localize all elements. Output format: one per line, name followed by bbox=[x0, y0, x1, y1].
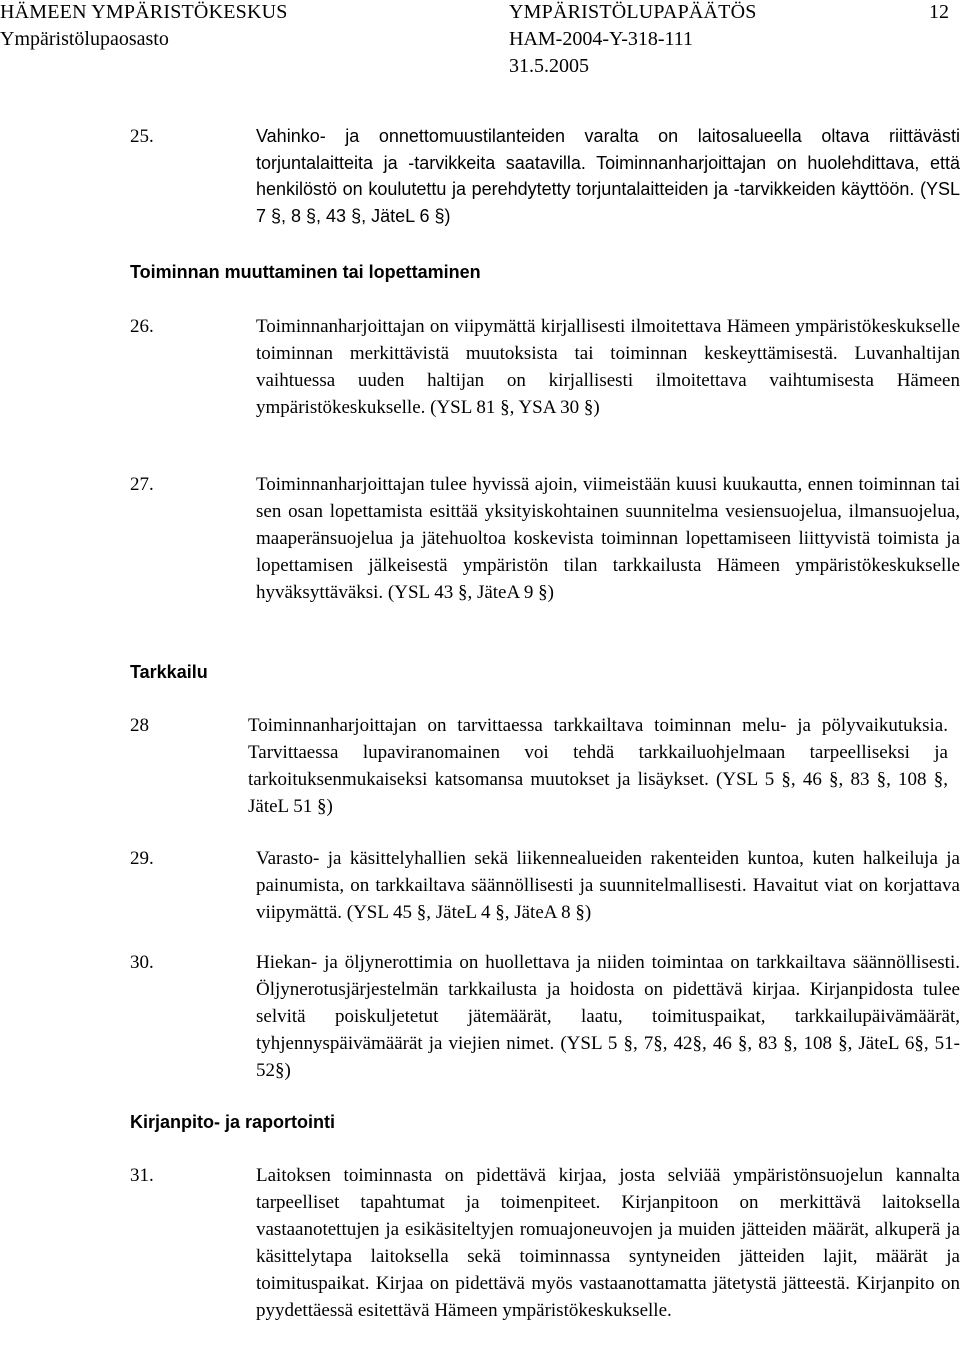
item-number: 26. bbox=[130, 316, 154, 337]
header-document-type: YMPÄRISTÖLUPAPÄÄTÖS bbox=[509, 1, 757, 23]
regulation-item-30 bbox=[130, 949, 960, 1084]
item-number: 27. bbox=[130, 474, 154, 495]
regulation-item-31 bbox=[130, 1162, 960, 1324]
section-heading-tarkkailu: Tarkkailu bbox=[130, 662, 208, 682]
item-text: Toiminnanharjoittajan on tarvittaessa tarkkailtava toiminnan melu- ja pölyvaikutuksia. Tarvittaessa lupaviranomainen voi tehdä tarkkailuohjelmaan tarpeelliseksi ja tarkoituksenmukaiseksi katsomansa muutokset ja lisäykset. (YSL 5 §, 46 §, 83 §, 108 §, JäteL 51 §) bbox=[248, 715, 948, 817]
item-text: Hiekan- ja öljynerottimia on huollettava ja niiden toimintaa on tarkkailtava säännöllisesti. Öljynerotusjärjestelmän tarkkailusta ja hoidosta on pidettävä kirjaa. Kirjanpidosta tulee selvitä poiskuljetetut jätemäärät, laatu, toimituspaikat, tarkkailupäivämäärät, tyhjennyspäivämäärät ja viejien nimet. (YSL 5 §, 7§, 42§, 46 §, 83 §, 108 §, JäteL 6§, 51-52§) bbox=[256, 952, 960, 1081]
item-number: 30. bbox=[130, 952, 154, 973]
header-organization: HÄMEEN YMPÄRISTÖKESKUS bbox=[0, 1, 288, 23]
regulation-item-25 bbox=[130, 123, 960, 229]
item-text: Varasto- ja käsittelyhallien sekä liikennealueiden rakenteiden kuntoa, kuten halkeiluja ja painumista, on tarkkailtava säännöllisesti ja suunnitelmallisesti. Havaitut viat on korjattava viipymättä. (YSL 45 §, JäteL 4 §, JäteA 8 §) bbox=[256, 848, 960, 923]
page-number: 12 bbox=[929, 1, 949, 23]
section-heading-muuttaminen: Toiminnan muuttaminen tai lopettaminen bbox=[130, 262, 481, 282]
header-document-code: HAM-2004-Y-318-111 bbox=[509, 28, 694, 50]
regulation-item-28 bbox=[130, 712, 960, 820]
regulation-item-29 bbox=[130, 845, 960, 926]
item-number: 31. bbox=[130, 1165, 154, 1186]
item-text: Toiminnanharjoittajan on viipymättä kirjallisesti ilmoitettava Hämeen ympäristökeskukselle toiminnan merkittävistä muutoksista tai toiminnan keskeyttämisestä. Luvanhaltijan vaihtuessa uuden haltijan on kirjallisesti ilmoitettava vaihtumisesta Hämeen ympäristökeskukselle. (YSL 81 §, YSA 30 §) bbox=[256, 316, 960, 418]
item-text: Toiminnanharjoittajan tulee hyvissä ajoin, viimeistään kuusi kuukautta, ennen toiminnan tai sen osan lopettamista esittää yksityiskohtainen suunnitelma vesiensuojelua, ilmansuojelua, maaperänsuojelua ja jätehuoltoa koskevista toiminnan lopettamiseen liittyvistä toimista ja lopettamisen jälkeisestä ympäristön tilan tarkkailusta Hämeen ympäristökeskukselle hyväksyttäväksi. (YSL 43 §, JäteA 9 §) bbox=[256, 474, 960, 603]
item-number: 28 bbox=[130, 715, 149, 736]
item-text: Vahinko- ja onnettomuustilanteiden varalta on laitosalueella oltava riittävästi torjuntalaitteita ja -tarvikkeita saatavilla. Toiminnanharjoittajan on huolehdittava, että henkilöstö on koulutettu ja perehdytetty torjuntalaitteiden ja -tarvikkeiden käyttöön. (YSL 7 §, 8 §, 43 §, JäteL 6 §) bbox=[256, 126, 960, 226]
section-heading-kirjanpito: Kirjanpito- ja raportointi bbox=[130, 1112, 335, 1132]
header-department: Ympäristölupaosasto bbox=[0, 28, 169, 50]
header-date: 31.5.2005 bbox=[509, 55, 589, 77]
item-number: 29. bbox=[130, 848, 154, 869]
regulation-item-26 bbox=[130, 313, 960, 421]
regulation-item-27 bbox=[130, 471, 960, 606]
item-number: 25. bbox=[130, 126, 154, 147]
item-text: Laitoksen toiminnasta on pidettävä kirjaa, josta selviää ympäristönsuojelun kannalta tarpeelliset tapahtumat ja toimenpiteet. Kirjanpitoon on merkittävä laitoksella vastaanotettujen ja esikäsiteltyjen romuajoneuvojen ja muiden jätteiden määrät, alkuperä ja käsittelytapa laitoksella sekä toiminnassa syntyneiden jätteiden lajit, määrät ja toimituspaikat. Kirjaa on pidettävä myös vastaanottamatta jätetystä jätteestä. Kirjanpito on pyydettäessä esitettävä Hämeen ympäristökeskukselle. bbox=[256, 1165, 960, 1321]
